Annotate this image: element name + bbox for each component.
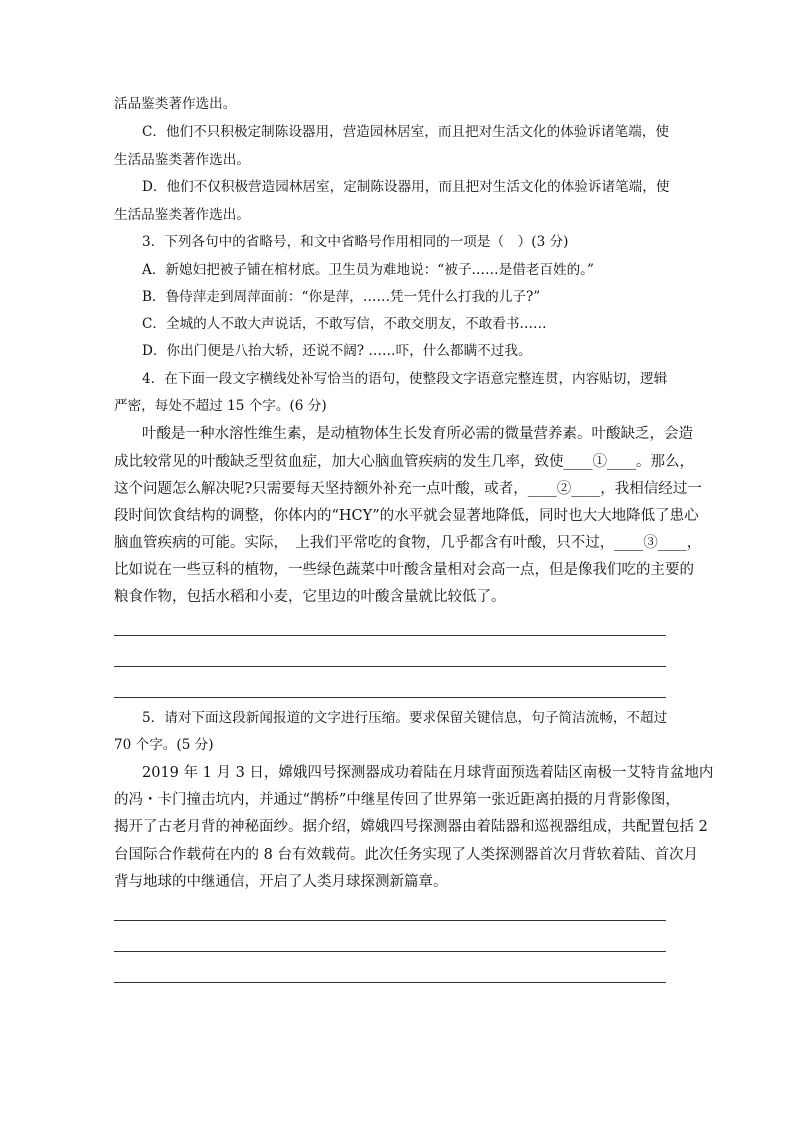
question-4-passage-line: 粮食作物，包括水稻和小麦，它里边的叶酸含量就比较低了。 [114,589,506,605]
question-4-passage-line: 成比较常见的叶酸缺乏型贫血症，加大心脑血管疾病的发生几率，致使____①____。那么， [114,454,694,470]
question-5-stem-line1: 5．请对下面这段新闻报道的文字进行压缩。要求保留关键信息，句子简洁流畅，不超过 [142,710,668,726]
option-b-continued: 活品鉴类著作选出。 [114,96,237,112]
question-5-news-line: 揭开了古老月背的神秘面纱。据介绍，嫦娥四号探测器由着陆器和巡视器组成，共配置包括 2 [114,819,708,835]
answer-line[interactable] [114,697,666,698]
answer-line[interactable] [114,666,666,667]
answer-line[interactable] [114,982,666,983]
question-5-news-line: 2019 年 1 月 3 日，嫦娥四号探测器成功着陆在月球背面预选着陆区南极一艾特肯盆地内 [142,765,714,781]
question-3-option-b: B．鲁侍萍走到周萍面前：“你是萍，……凭一凭什么打我的儿子?” [142,289,541,305]
option-d-line1: D．他们不仅积极营造园林居室，定制陈设器用，而且把对生活文化的体验诉诸笔端，使 [142,179,670,195]
answer-line[interactable] [114,635,666,636]
question-4-stem-line1: 4．在下面一段文字横线处补写恰当的语句，使整段文字语意完整连贯，内容贴切，逻辑 [142,371,668,387]
question-4-passage-line: 这个问题怎么解决呢?只需要每天坚持额外补充一点叶酸，或者，____②____，我相信经过一 [114,481,702,497]
question-5-stem-line2: 70 个字。(5 分) [114,737,214,753]
option-c-line1: C．他们不只积极定制陈设器用，营造园林居室，而且把对生活文化的体验诉诸笔端，使 [142,124,669,140]
question-3-option-c: C．全城的人不敢大声说话，不敢写信，不敢交朋友，不敢看书…… [142,316,547,332]
option-d-line2: 生活品鉴类著作选出。 [114,207,250,223]
question-4-passage-line: 比如说在一些豆科的植物，一些绿色蔬菜中叶酸含量相对会高一点，但是像我们吃的主要的 [114,562,694,578]
answer-line[interactable] [114,920,666,921]
answer-line[interactable] [114,951,666,952]
question-3-option-a: A．新媳妇把被子铺在棺材底。卫生员为难地说：“被子……是借老百姓的。” [142,262,594,278]
question-5-news-line: 的冯・卡门撞击坑内，并通过“鹊桥”中继星传回了世界第一张近距离拍摄的月背影像图， [114,792,680,808]
question-3-option-d: D．你出门便是八抬大轿，还说不阔? ……吓，什么都瞒不过我。 [142,343,532,359]
question-4-stem-line2: 严密，每处不超过 15 个字。(6 分) [114,398,327,414]
question-3-stem: 3．下列各句中的省略号，和文中省略号作用相同的一项是（ ）(3 分) [142,234,569,250]
question-4-passage-line: 脑血管疾病的可能。实际， 上我们平常吃的食物，几乎都含有叶酸，只不过，____③____， [114,535,702,551]
question-4-passage-line: 段时间饮食结构的调整，你体内的“HCY”的水平就会显著地降低，同时也大大地降低了患心 [114,508,699,524]
question-5-news-line: 背与地球的中继通信，开启了人类月球探测新篇章。 [114,874,448,890]
question-4-passage-line: 叶酸是一种水溶性维生素，是动植物体生长发育所必需的微量营养素。叶酸缺乏，会造 [142,426,693,442]
question-5-news-line: 台国际合作载荷在内的 8 台有效载荷。此次任务实现了人类探测器首次月背软着陆、首次月 [114,847,698,863]
option-c-line2: 生活品鉴类著作选出。 [114,152,250,168]
